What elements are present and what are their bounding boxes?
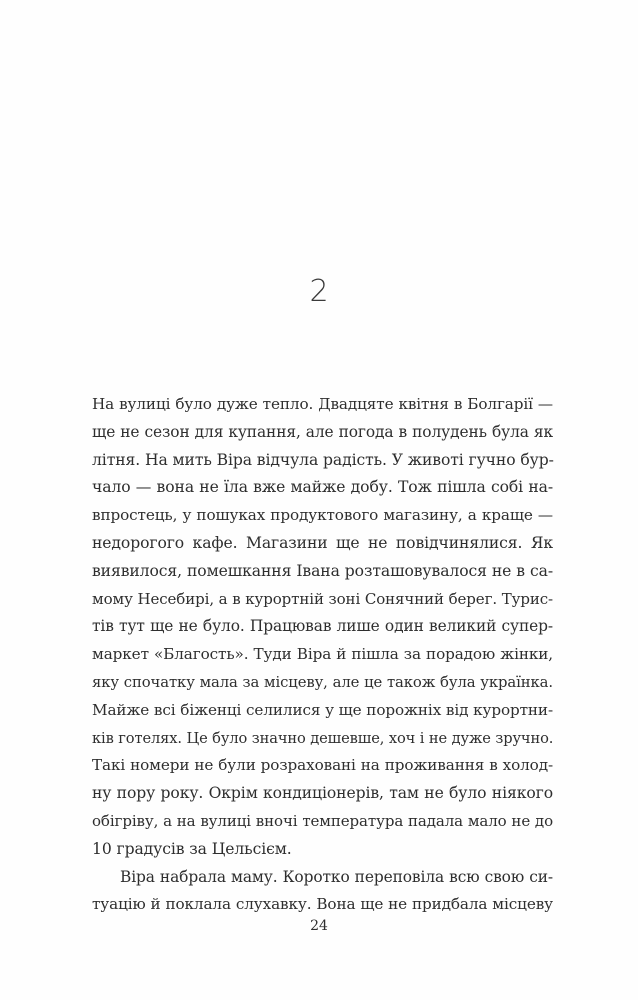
text-line: впростець, у пошуках продуктового магазину, а краще — [92, 506, 553, 525]
text-line: літня. На мить Віра відчула радість. У животі гучно бур- [92, 450, 554, 469]
body-text [92, 391, 553, 919]
text-line: ще не сезон для купання, але погода в полудень була як [92, 422, 553, 441]
text-line: тів тут ще не було. Працював лише один великий супер- [92, 617, 553, 636]
text-line: мому Несебирі, а в курортній зоні Сонячний берег. Турис- [92, 589, 553, 608]
chapter-number: 2 [309, 274, 329, 309]
text-line: Віра набрала маму. Коротко переповіла всю свою си- [120, 867, 553, 886]
paragraph-1 [92, 391, 553, 864]
text-line: 10 градусів за Цельсієм. [92, 839, 292, 858]
text-line: Такі номери не були розраховані на проживання в холод- [92, 756, 553, 775]
text-line: обігріву, а на вулиці вночі температура падала мало не до [92, 811, 553, 830]
text-line: недорогого кафе. Магазини ще не повідчинялися. Як [92, 533, 553, 552]
text-line: Майже всі біженці селилися у ще порожніх від курортни- [92, 700, 553, 719]
text-line: На вулиці було дуже тепло. Двадцяте квітня в Болгарії — [92, 395, 553, 413]
page-number: 24 [310, 918, 328, 934]
text-line: чало — вона не їла вже майже добу. Тож пішла собі на- [92, 478, 553, 497]
text-line: виявилося, помешкання Івана розташовувалося не в са- [92, 561, 553, 580]
text-line: ків готелях. Це було значно дешевше, хоч і не дуже зручно. [92, 729, 554, 747]
text-line: маркет «Благость». Туди Віра й пішла за порадою жінки, [92, 645, 553, 664]
text-line: яку спочатку мала за місцеву, але це також була українка. [92, 673, 553, 691]
text-line: ну пору року. Окрім кондиціонерів, там не було ніякого [92, 784, 553, 803]
text-line: туацію й поклала слухавку. Вона ще не придбала місцеву [92, 895, 553, 914]
paragraph-2 [92, 864, 553, 920]
